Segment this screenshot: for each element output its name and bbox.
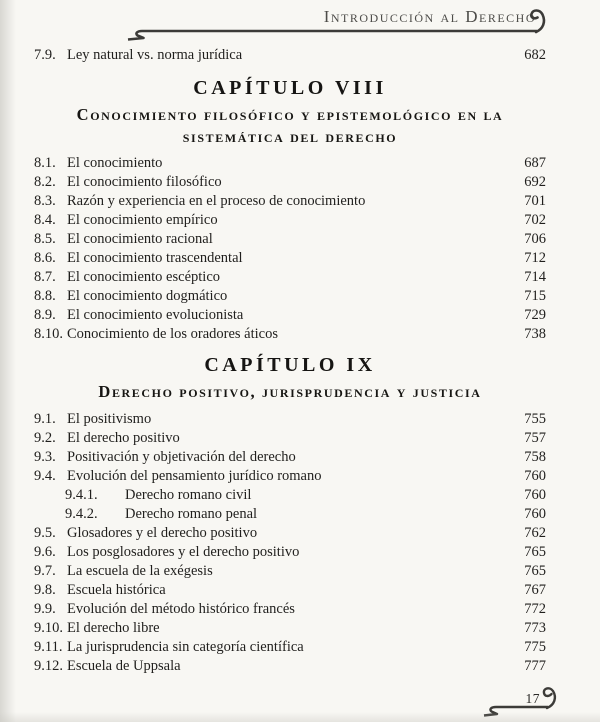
toc-entry-page: 765	[524, 543, 546, 560]
toc-entry-page: 772	[524, 600, 546, 617]
toc-entry-title: Ley natural vs. norma jurídica	[67, 47, 243, 63]
toc-entry	[34, 467, 546, 486]
toc-entry	[34, 543, 546, 562]
chapter-viii-entries	[34, 154, 546, 344]
toc-entry-title: La jurisprudencia sin categoría científica	[67, 638, 304, 655]
toc-entry-title: Evolución del pensamiento jurídico romano	[67, 467, 322, 484]
toc-entry-title: El conocimiento dogmático	[67, 288, 228, 304]
toc-entry	[34, 306, 546, 325]
toc-entry	[34, 173, 546, 192]
toc-entry-title: El conocimiento trascendental	[67, 250, 243, 266]
chapter-ix-title	[34, 381, 546, 403]
toc-entry	[34, 448, 546, 467]
chapter-ix-heading: CAPÍTULO IX	[204, 354, 376, 376]
toc-entry-page: 758	[524, 448, 546, 465]
toc-entry-num: 9.6.	[34, 543, 56, 560]
toc-entry-num: 9.3.	[34, 448, 56, 465]
toc-entry-page: 702	[524, 212, 546, 228]
toc-entry-title: El conocimiento	[67, 155, 163, 171]
toc-entry	[34, 619, 546, 638]
running-header-title: Introducción al Derecho	[323, 7, 536, 26]
toc-entry-page: 775	[524, 638, 546, 655]
toc-subentry	[34, 486, 546, 505]
toc-entry-title: Glosadores y el derecho positivo	[67, 524, 258, 541]
toc-entry-num: 9.5.	[34, 524, 56, 541]
toc-entry-page: 692	[524, 174, 546, 190]
toc-entry-num: 8.6.	[34, 250, 56, 266]
chapter-ix-entries	[34, 410, 546, 676]
toc-entry	[34, 230, 546, 249]
toc-entry	[34, 154, 546, 173]
toc-subentry	[34, 505, 546, 524]
toc-entry-page: 729	[524, 307, 546, 323]
toc-entry-page: 765	[524, 562, 546, 579]
toc-entry	[34, 46, 546, 65]
toc-entry-title: Los posglosadores y el derecho positivo	[67, 543, 300, 560]
toc-entry-title: Conocimiento de los oradores áticos	[67, 326, 279, 342]
toc-entry-num: 9.8.	[34, 581, 56, 598]
toc-entry	[34, 657, 546, 676]
toc-entry-num: 9.11.	[34, 638, 63, 655]
toc-entry-num: 9.2.	[34, 429, 56, 446]
toc-entry	[34, 638, 546, 657]
toc-entry-num: 9.4.2.	[65, 505, 98, 522]
toc-entry-page: 712	[524, 250, 546, 266]
toc-chapter-ix-section	[34, 352, 546, 676]
toc-entry-num: 8.7.	[34, 269, 56, 285]
toc-entry-title: Positivación y objetivación del derecho	[67, 448, 296, 465]
toc-entry-title: La escuela de la exégesis	[67, 562, 213, 579]
toc-entry	[34, 249, 546, 268]
toc-entry-num: 7.9.	[34, 47, 56, 63]
chapter-viii-heading: CAPÍTULO VIII	[193, 77, 387, 99]
toc-entry-title: El derecho libre	[67, 619, 160, 636]
toc-chapter-viii-section	[34, 75, 546, 344]
toc-entry-page: 714	[524, 269, 546, 285]
toc-entry-title: Derecho romano civil	[125, 486, 252, 503]
toc-entry-title: Evolución del método histórico francés	[67, 600, 295, 617]
toc-entry-num: 9.4.1.	[65, 486, 98, 503]
toc-entry-page: 682	[524, 47, 546, 63]
chapter-viii-title	[34, 104, 546, 147]
toc-entry	[34, 600, 546, 619]
toc-entry	[34, 581, 546, 600]
chapter-ix-title-line1: Derecho positivo, jurisprudencia y justicia	[98, 382, 482, 401]
toc-entry-title: El positivismo	[67, 410, 152, 427]
toc-entry-title: El derecho positivo	[67, 429, 180, 446]
toc-entry-page: 760	[524, 467, 546, 484]
toc-entry-page: 777	[524, 657, 546, 674]
toc-entry-num: 8.1.	[34, 155, 56, 171]
toc-entry-num: 8.9.	[34, 307, 56, 323]
toc-entry-page: 706	[524, 231, 546, 247]
toc-entry-num: 8.10.	[34, 326, 63, 342]
toc-entry-page: 755	[524, 410, 546, 427]
toc-entry-page: 762	[524, 524, 546, 541]
toc-entry-num: 8.4.	[34, 212, 56, 228]
toc-entry	[34, 287, 546, 306]
toc-entry-page: 773	[524, 619, 546, 636]
toc-entry-page: 715	[524, 288, 546, 304]
toc-entry-page: 738	[524, 326, 546, 342]
page-number: 17	[525, 691, 540, 706]
toc-entry-title: El conocimiento evolucionista	[67, 307, 244, 323]
toc-entry-title: El conocimiento filosófico	[67, 174, 222, 190]
toc-entry	[34, 524, 546, 543]
toc-entry-num: 9.9.	[34, 600, 56, 617]
toc-entry-num: 9.12.	[34, 657, 63, 674]
toc-entry-num: 8.8.	[34, 288, 56, 304]
toc-entry	[34, 211, 546, 230]
toc-entry-title: El conocimiento racional	[67, 231, 213, 247]
toc-entry	[34, 268, 546, 287]
toc-entry-num: 9.4.	[34, 467, 56, 484]
toc-entry-page: 760	[524, 505, 546, 522]
toc-entry-page: 701	[524, 193, 546, 209]
toc-entry-num: 9.1.	[34, 410, 56, 427]
toc-entry	[34, 410, 546, 429]
toc-entry-num: 9.7.	[34, 562, 56, 579]
toc-entry	[34, 325, 546, 344]
toc-entry-page: 687	[524, 155, 546, 171]
chapter-viii-title-line2: sistemática del derecho	[182, 126, 398, 146]
toc-entry-num: 8.3.	[34, 193, 56, 209]
toc-entry-num: 8.2.	[34, 174, 56, 190]
chapter-viii-title-line1: Conocimiento filosófico y epistemológico en la	[76, 105, 504, 124]
toc-entry-page: 767	[524, 581, 546, 598]
toc-entry	[34, 192, 546, 211]
toc-entry-num: 9.10.	[34, 619, 63, 636]
toc-entry-title: Razón y experiencia en el proceso de conocimiento	[67, 193, 366, 209]
toc-entry	[34, 429, 546, 448]
toc-entry-page: 757	[524, 429, 546, 446]
toc-entry-title: El conocimiento empírico	[67, 212, 218, 228]
toc-entry-num: 8.5.	[34, 231, 56, 247]
toc-entry-title: Escuela de Uppsala	[67, 657, 181, 674]
toc-leading-entries	[34, 46, 546, 65]
toc-entry-title: Derecho romano penal	[125, 505, 258, 522]
toc-entry-title: El conocimiento escéptico	[67, 269, 221, 285]
toc-entry-page: 760	[524, 486, 546, 503]
table-of-contents	[34, 46, 546, 676]
toc-entry	[34, 562, 546, 581]
toc-entry-title: Escuela histórica	[67, 581, 166, 598]
